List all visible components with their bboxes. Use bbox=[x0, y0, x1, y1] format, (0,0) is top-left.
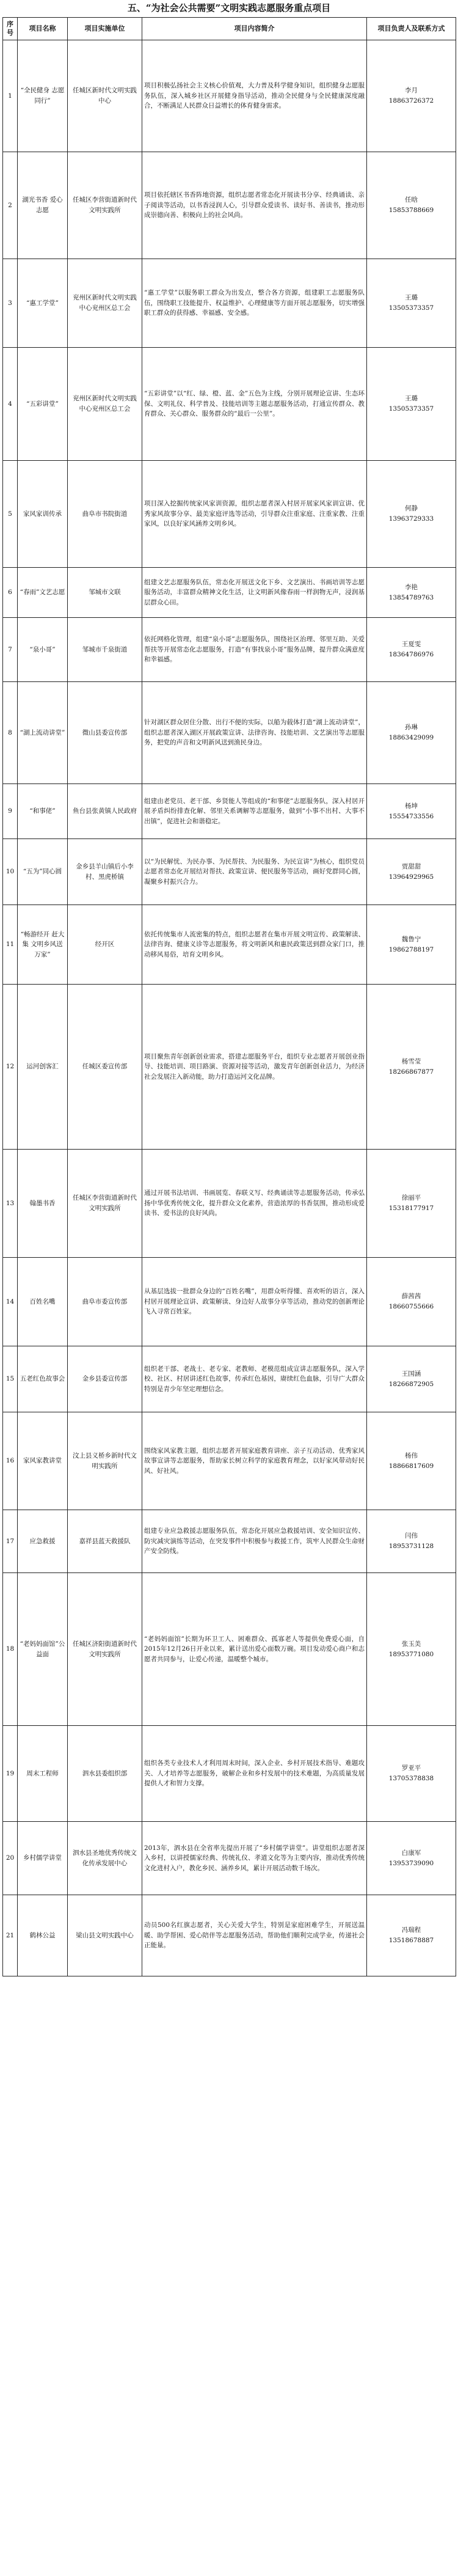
row-number: 19 bbox=[3, 1726, 18, 1822]
contact-cell bbox=[367, 618, 456, 682]
contact-person: 王璐 bbox=[405, 395, 418, 403]
project-description: 组织老干部、老战士、老专家、老教师、老模范组成宣讲志愿服务队，深入学校、社区、村居讲述红色故事，传承红色基因，赓续红色血脉，引导广大群众特别是青少年坚定理想信念。 bbox=[142, 1346, 367, 1412]
table-row bbox=[3, 259, 456, 348]
project-name: 翰墨书香 bbox=[18, 1150, 68, 1258]
contact-phone: 15554733556 bbox=[388, 812, 434, 820]
header-contact: 项目负责人及联系方式 bbox=[367, 18, 456, 40]
contact-cell bbox=[367, 1895, 456, 1976]
table-row bbox=[3, 152, 456, 259]
project-name: “畅游经开 赶大集 文明乡风送万家” bbox=[18, 905, 68, 985]
implementing-unit: 微山县委宣传部 bbox=[68, 682, 142, 784]
row-number: 6 bbox=[3, 568, 18, 618]
table-row bbox=[3, 1726, 456, 1822]
contact-cell bbox=[367, 568, 456, 618]
project-description: “五彩讲堂”以“红、绿、橙、蓝、金”五色为主线，分别开展理论宣讲、生态环保、文明礼仪、科学普及、技能培训等主题志愿服务活动，打通宣传群众、教育群众、关心群众、服务群众的“最后一公里”。 bbox=[142, 348, 367, 461]
project-description: “惠工学堂”以服务职工群众为出发点，整合各方资源，组建职工志愿服务队伍，围绕职工技能提升、权益维护、心理健康等方面开展志愿服务，切实增强职工群众的获得感、幸福感、安全感。 bbox=[142, 259, 367, 348]
implementing-unit: 任城区济阳街道新时代文明实践所 bbox=[68, 1573, 142, 1726]
table-row bbox=[3, 461, 456, 568]
contact-cell bbox=[367, 348, 456, 461]
contact-phone: 18863726372 bbox=[388, 97, 434, 105]
contact-cell bbox=[367, 1726, 456, 1822]
contact-cell bbox=[367, 839, 456, 905]
project-name: “全民健身 志愿同行” bbox=[18, 40, 68, 152]
implementing-unit: 梁山县文明实践中心 bbox=[68, 1895, 142, 1976]
project-description: 项目深入挖掘传统家风家训资源，组织志愿者深入村居开展家风家训宣讲、优秀家风故事分享、最美家庭评选等活动，引导群众注重家庭、注重家教、注重家风，以良好家风涵养文明乡风。 bbox=[142, 461, 367, 568]
table-row bbox=[3, 618, 456, 682]
contact-cell bbox=[367, 1150, 456, 1258]
project-name: 鹤林公益 bbox=[18, 1895, 68, 1976]
contact-phone: 18863429099 bbox=[388, 734, 434, 741]
project-name: “湖上流动讲堂” bbox=[18, 682, 68, 784]
contact-phone: 19862788197 bbox=[388, 945, 434, 953]
table-row bbox=[3, 1346, 456, 1412]
implementing-unit: 兖州区新时代文明实践中心兖州区总工会 bbox=[68, 348, 142, 461]
contact-cell bbox=[367, 985, 456, 1150]
table-row bbox=[3, 348, 456, 461]
project-name: “五为”同心圆 bbox=[18, 839, 68, 905]
project-description: 从基层选拔一批群众身边的“百姓名嘴”，用群众听得懂、喜欢听的语言，深入村居开展理论宣讲、政策解读、身边好人故事分享等活动，推动党的创新理论飞入寻常百姓家。 bbox=[142, 1258, 367, 1346]
contact-person: 何静 bbox=[405, 505, 418, 513]
row-number: 14 bbox=[3, 1258, 18, 1346]
project-name: 乡村儒学讲堂 bbox=[18, 1822, 68, 1895]
implementing-unit: 泗水县圣地优秀传统文化传承发展中心 bbox=[68, 1822, 142, 1895]
implementing-unit: 嘉祥县蓝天救援队 bbox=[68, 1510, 142, 1573]
implementing-unit: 鱼台县张黄镇人民政府 bbox=[68, 784, 142, 839]
table-row bbox=[3, 40, 456, 152]
contact-person: 闫伟 bbox=[405, 1532, 418, 1540]
implementing-unit: 兖州区新时代文明实践中心兖州区总工会 bbox=[68, 259, 142, 348]
project-name: 运河创客汇 bbox=[18, 985, 68, 1150]
implementing-unit: 汶上县义桥乡新时代文明实践所 bbox=[68, 1412, 142, 1510]
table-row bbox=[3, 905, 456, 985]
project-description: 组建文艺志愿服务队伍，常态化开展送文化下乡、文艺演出、书画培训等志愿服务活动，丰富群众精神文化生活，让文明新风像春雨一样润物无声，浸润基层群众心田。 bbox=[142, 568, 367, 618]
project-description: 依托网格化管理，组建“泉小哥”志愿服务队，围绕社区治理、邻里互助、关爱帮扶等开展常态化志愿服务，打造“有事找泉小哥”服务品牌，提升群众满意度和幸福感。 bbox=[142, 618, 367, 682]
contact-phone: 13964929965 bbox=[388, 873, 434, 881]
project-description: 项目聚焦青年创新创业需求，搭建志愿服务平台，组织专业志愿者开展创业指导、技能培训、项目路演、资源对接等活动，激发青年创新创业活力，为经济社会发展注入新动能，助力打造运河文化品牌。 bbox=[142, 985, 367, 1150]
contact-cell bbox=[367, 152, 456, 259]
project-description: 2013年，泗水县在全省率先提出开展了“乡村儒学讲堂”。讲堂组织志愿者深入乡村，以讲授儒家经典、传统礼仪、孝道文化等为主要内容，推动优秀传统文化进村入户，教化乡民、涵养乡风，累计开展活动数千场次。 bbox=[142, 1822, 367, 1895]
project-description: 项目依托辖区书香阵地资源，组织志愿者常态化开展读书分享、经典诵读、亲子阅读等活动，以书香浸润人心，引导群众爱读书、读好书、善读书，推动形成崇德向善、积极向上的社会风尚。 bbox=[142, 152, 367, 259]
project-name: “惠工学堂” bbox=[18, 259, 68, 348]
contact-cell bbox=[367, 40, 456, 152]
table-header-row bbox=[3, 18, 456, 40]
contact-person: 白康军 bbox=[401, 1849, 421, 1857]
contact-person: 王国涵 bbox=[401, 1370, 421, 1378]
implementing-unit: 泗水县委组织部 bbox=[68, 1726, 142, 1822]
table-row bbox=[3, 1573, 456, 1726]
contact-person: 杨坤 bbox=[405, 802, 418, 810]
project-name: 湖光书香 爱心志愿 bbox=[18, 152, 68, 259]
contact-phone: 18266867877 bbox=[388, 1068, 434, 1076]
contact-cell bbox=[367, 1346, 456, 1412]
implementing-unit: 邹城市文联 bbox=[68, 568, 142, 618]
contact-phone: 13505373357 bbox=[388, 405, 434, 413]
contact-cell bbox=[367, 1412, 456, 1510]
document-title: 五、“为社会公共需要”文明实践志愿服务重点项目 bbox=[127, 2, 331, 13]
contact-phone: 18266872905 bbox=[388, 1380, 434, 1388]
row-number: 3 bbox=[3, 259, 18, 348]
contact-cell bbox=[367, 784, 456, 839]
table-row bbox=[3, 1822, 456, 1895]
contact-phone: 18364786976 bbox=[388, 651, 434, 658]
project-name: “老妈妈面馆”公益面 bbox=[18, 1573, 68, 1726]
project-description: “老妈妈面馆”长期为环卫工人、困难群众、孤寡老人等提供免费爱心面，自2015年12月26日开业以来，累计送出爱心面数万碗。项目发动爱心商户和志愿者共同参与，让爱心传递，温暖整个城市。 bbox=[142, 1573, 367, 1726]
table-row bbox=[3, 1258, 456, 1346]
contact-phone: 13854789763 bbox=[388, 593, 434, 601]
header-content: 项目内容简介 bbox=[142, 18, 367, 40]
contact-phone: 18953771080 bbox=[388, 1650, 434, 1658]
row-number: 9 bbox=[3, 784, 18, 839]
project-name: “五彩讲堂” bbox=[18, 348, 68, 461]
row-number: 21 bbox=[3, 1895, 18, 1976]
project-name: “和事佬” bbox=[18, 784, 68, 839]
header-name: 项目名称 bbox=[18, 18, 68, 40]
contact-person: 徐丽平 bbox=[401, 1194, 421, 1202]
contact-phone: 13705378838 bbox=[388, 1775, 434, 1782]
contact-person: 杨雪莹 bbox=[401, 1057, 421, 1065]
implementing-unit: 经开区 bbox=[68, 905, 142, 985]
contact-phone: 15318177917 bbox=[388, 1205, 434, 1212]
row-number: 17 bbox=[3, 1510, 18, 1573]
row-number: 15 bbox=[3, 1346, 18, 1412]
contact-phone: 13963729333 bbox=[388, 515, 434, 523]
contact-person: 王夏雯 bbox=[401, 640, 421, 648]
contact-person: 李艳 bbox=[405, 583, 418, 591]
row-number: 11 bbox=[3, 905, 18, 985]
table-body bbox=[3, 40, 456, 1976]
contact-person: 李月 bbox=[405, 87, 418, 95]
projects-table bbox=[2, 17, 456, 1976]
contact-cell bbox=[367, 682, 456, 784]
contact-phone: 18953731128 bbox=[388, 1543, 434, 1550]
contact-cell bbox=[367, 1510, 456, 1573]
project-name: 家风家训传承 bbox=[18, 461, 68, 568]
contact-phone: 15853788669 bbox=[388, 207, 434, 214]
table-row bbox=[3, 1510, 456, 1573]
header-unit: 项目实施单位 bbox=[68, 18, 142, 40]
implementing-unit: 金乡县羊山镇后小李村、黑虎桥镇 bbox=[68, 839, 142, 905]
project-description: 项目积极弘扬社会主义核心价值观，大力普及科学健身知识，组织健身志愿服务队伍，深入城乡社区开展健身指导活动，推动全民健身与全民健康深度融合，不断满足人民群众日益增长的体育健身需求。 bbox=[142, 40, 367, 152]
table-row bbox=[3, 682, 456, 784]
row-number: 5 bbox=[3, 461, 18, 568]
implementing-unit: 任城区李营街道新时代文明实践所 bbox=[68, 152, 142, 259]
contact-phone: 18866817609 bbox=[388, 1462, 434, 1470]
table-row bbox=[3, 1150, 456, 1258]
project-description: 组织各类专业技术人才利用周末时间，深入企业、乡村开展技术指导、难题攻关、人才培养等志愿服务，破解企业和乡村发展中的技术难题，为高质量发展提供人才和智力支撑。 bbox=[142, 1726, 367, 1822]
implementing-unit: 任城区新时代文明实践中心 bbox=[68, 40, 142, 152]
contact-person: 张玉美 bbox=[401, 1640, 421, 1648]
contact-phone: 18660755666 bbox=[388, 1303, 434, 1310]
contact-person: 任晗 bbox=[405, 196, 418, 204]
table-row bbox=[3, 839, 456, 905]
header-no: 序号 bbox=[3, 18, 18, 40]
contact-cell bbox=[367, 905, 456, 985]
project-description: 以“为民解忧、为民办事、为民帮扶、为民服务、为民宣讲”为核心，组织党员志愿者常态化开展结对帮扶、政策宣讲、便民服务等活动，画好党群同心圆，凝聚乡村振兴合力。 bbox=[142, 839, 367, 905]
contact-cell bbox=[367, 1822, 456, 1895]
contact-cell bbox=[367, 461, 456, 568]
row-number: 10 bbox=[3, 839, 18, 905]
contact-person: 冯瑞程 bbox=[401, 1926, 421, 1934]
implementing-unit: 曲阜市书院街道 bbox=[68, 461, 142, 568]
contact-cell bbox=[367, 1573, 456, 1726]
contact-person: 薛茜茜 bbox=[401, 1293, 421, 1301]
table-row bbox=[3, 568, 456, 618]
implementing-unit: 任城区委宣传部 bbox=[68, 985, 142, 1150]
contact-phone: 13505373357 bbox=[388, 304, 434, 312]
project-description: 动员500名红旗志愿者，关心关爱大学生，特别是家庭困难学生，开展送温暖、助学帮困、爱心陪伴等志愿服务活动，帮助他们顺利完成学业，传递社会正能量。 bbox=[142, 1895, 367, 1976]
table-row bbox=[3, 784, 456, 839]
project-description: 依托传统集市人流密集的特点，组织志愿者在集市开展文明宣传、政策解读、法律咨询、健康义诊等志愿服务，将文明新风和惠民政策送到群众家门口，推动移风易俗，培育文明乡风。 bbox=[142, 905, 367, 985]
implementing-unit: 任城区李营街道新时代文明实践所 bbox=[68, 1150, 142, 1258]
project-description: 组建由老党员、老干部、乡贤能人等组成的“和事佬”志愿服务队，深入村居开展矛盾纠纷排查化解、邻里关系调解等志愿服务，做到“小事不出村、大事不出镇”，促进社会和谐稳定。 bbox=[142, 784, 367, 839]
project-name: 五老红色故事会 bbox=[18, 1346, 68, 1412]
row-number: 18 bbox=[3, 1573, 18, 1726]
contact-person: 杨伟 bbox=[405, 1451, 418, 1459]
row-number: 1 bbox=[3, 40, 18, 152]
contact-person: 王璐 bbox=[405, 294, 418, 302]
project-description: 组建专业应急救援志愿服务队伍，常态化开展应急救援培训、安全知识宣传、防灾减灾演练等活动，在突发事件中积极参与救援工作，筑牢人民群众生命财产安全防线。 bbox=[142, 1510, 367, 1573]
table-row bbox=[3, 1412, 456, 1510]
contact-person: 魏鲁宁 bbox=[401, 935, 421, 943]
table-row bbox=[3, 1895, 456, 1976]
project-description: 通过开展书法培训、书画展览、春联义写、经典诵读等志愿服务活动，传承弘扬中华优秀传统文化，提升群众文化素养，营造浓厚的书香氛围，推动形成爱读书、爱书法的良好风尚。 bbox=[142, 1150, 367, 1258]
project-name: 家风家教讲堂 bbox=[18, 1412, 68, 1510]
row-number: 12 bbox=[3, 985, 18, 1150]
project-name: “泉小哥” bbox=[18, 618, 68, 682]
table-row bbox=[3, 985, 456, 1150]
row-number: 16 bbox=[3, 1412, 18, 1510]
contact-phone: 13953739090 bbox=[388, 1859, 434, 1867]
row-number: 20 bbox=[3, 1822, 18, 1895]
contact-cell bbox=[367, 1258, 456, 1346]
project-name: “春雨”文艺志愿 bbox=[18, 568, 68, 618]
contact-person: 罗亚平 bbox=[401, 1764, 421, 1772]
implementing-unit: 金乡县委宣传部 bbox=[68, 1346, 142, 1412]
row-number: 7 bbox=[3, 618, 18, 682]
row-number: 2 bbox=[3, 152, 18, 259]
project-name: 百姓名嘴 bbox=[18, 1258, 68, 1346]
implementing-unit: 邹城市千泉街道 bbox=[68, 618, 142, 682]
contact-person: 孙琳 bbox=[405, 724, 418, 732]
project-name: 周末工程师 bbox=[18, 1726, 68, 1822]
row-number: 13 bbox=[3, 1150, 18, 1258]
project-description: 围绕家风家教主题，组织志愿者开展家庭教育讲座、亲子互动活动、优秀家风故事宣讲等志愿服务，帮助家长树立科学的家庭教育理念，以好家风带动好民风、好社风。 bbox=[142, 1412, 367, 1510]
contact-phone: 13518678887 bbox=[388, 1937, 434, 1944]
contact-person: 贾甜甜 bbox=[401, 862, 421, 870]
contact-cell bbox=[367, 259, 456, 348]
project-description: 针对湖区群众居住分散、出行不便的实际，以船为载体打造“湖上流动讲堂”，组织志愿者深入湖区开展政策宣讲、法律咨询、技能培训、文艺演出等志愿服务，把党的声音和文明新风送到渔民身边。 bbox=[142, 682, 367, 784]
implementing-unit: 曲阜市委宣传部 bbox=[68, 1258, 142, 1346]
project-name: 应急救援 bbox=[18, 1510, 68, 1573]
row-number: 4 bbox=[3, 348, 18, 461]
row-number: 8 bbox=[3, 682, 18, 784]
